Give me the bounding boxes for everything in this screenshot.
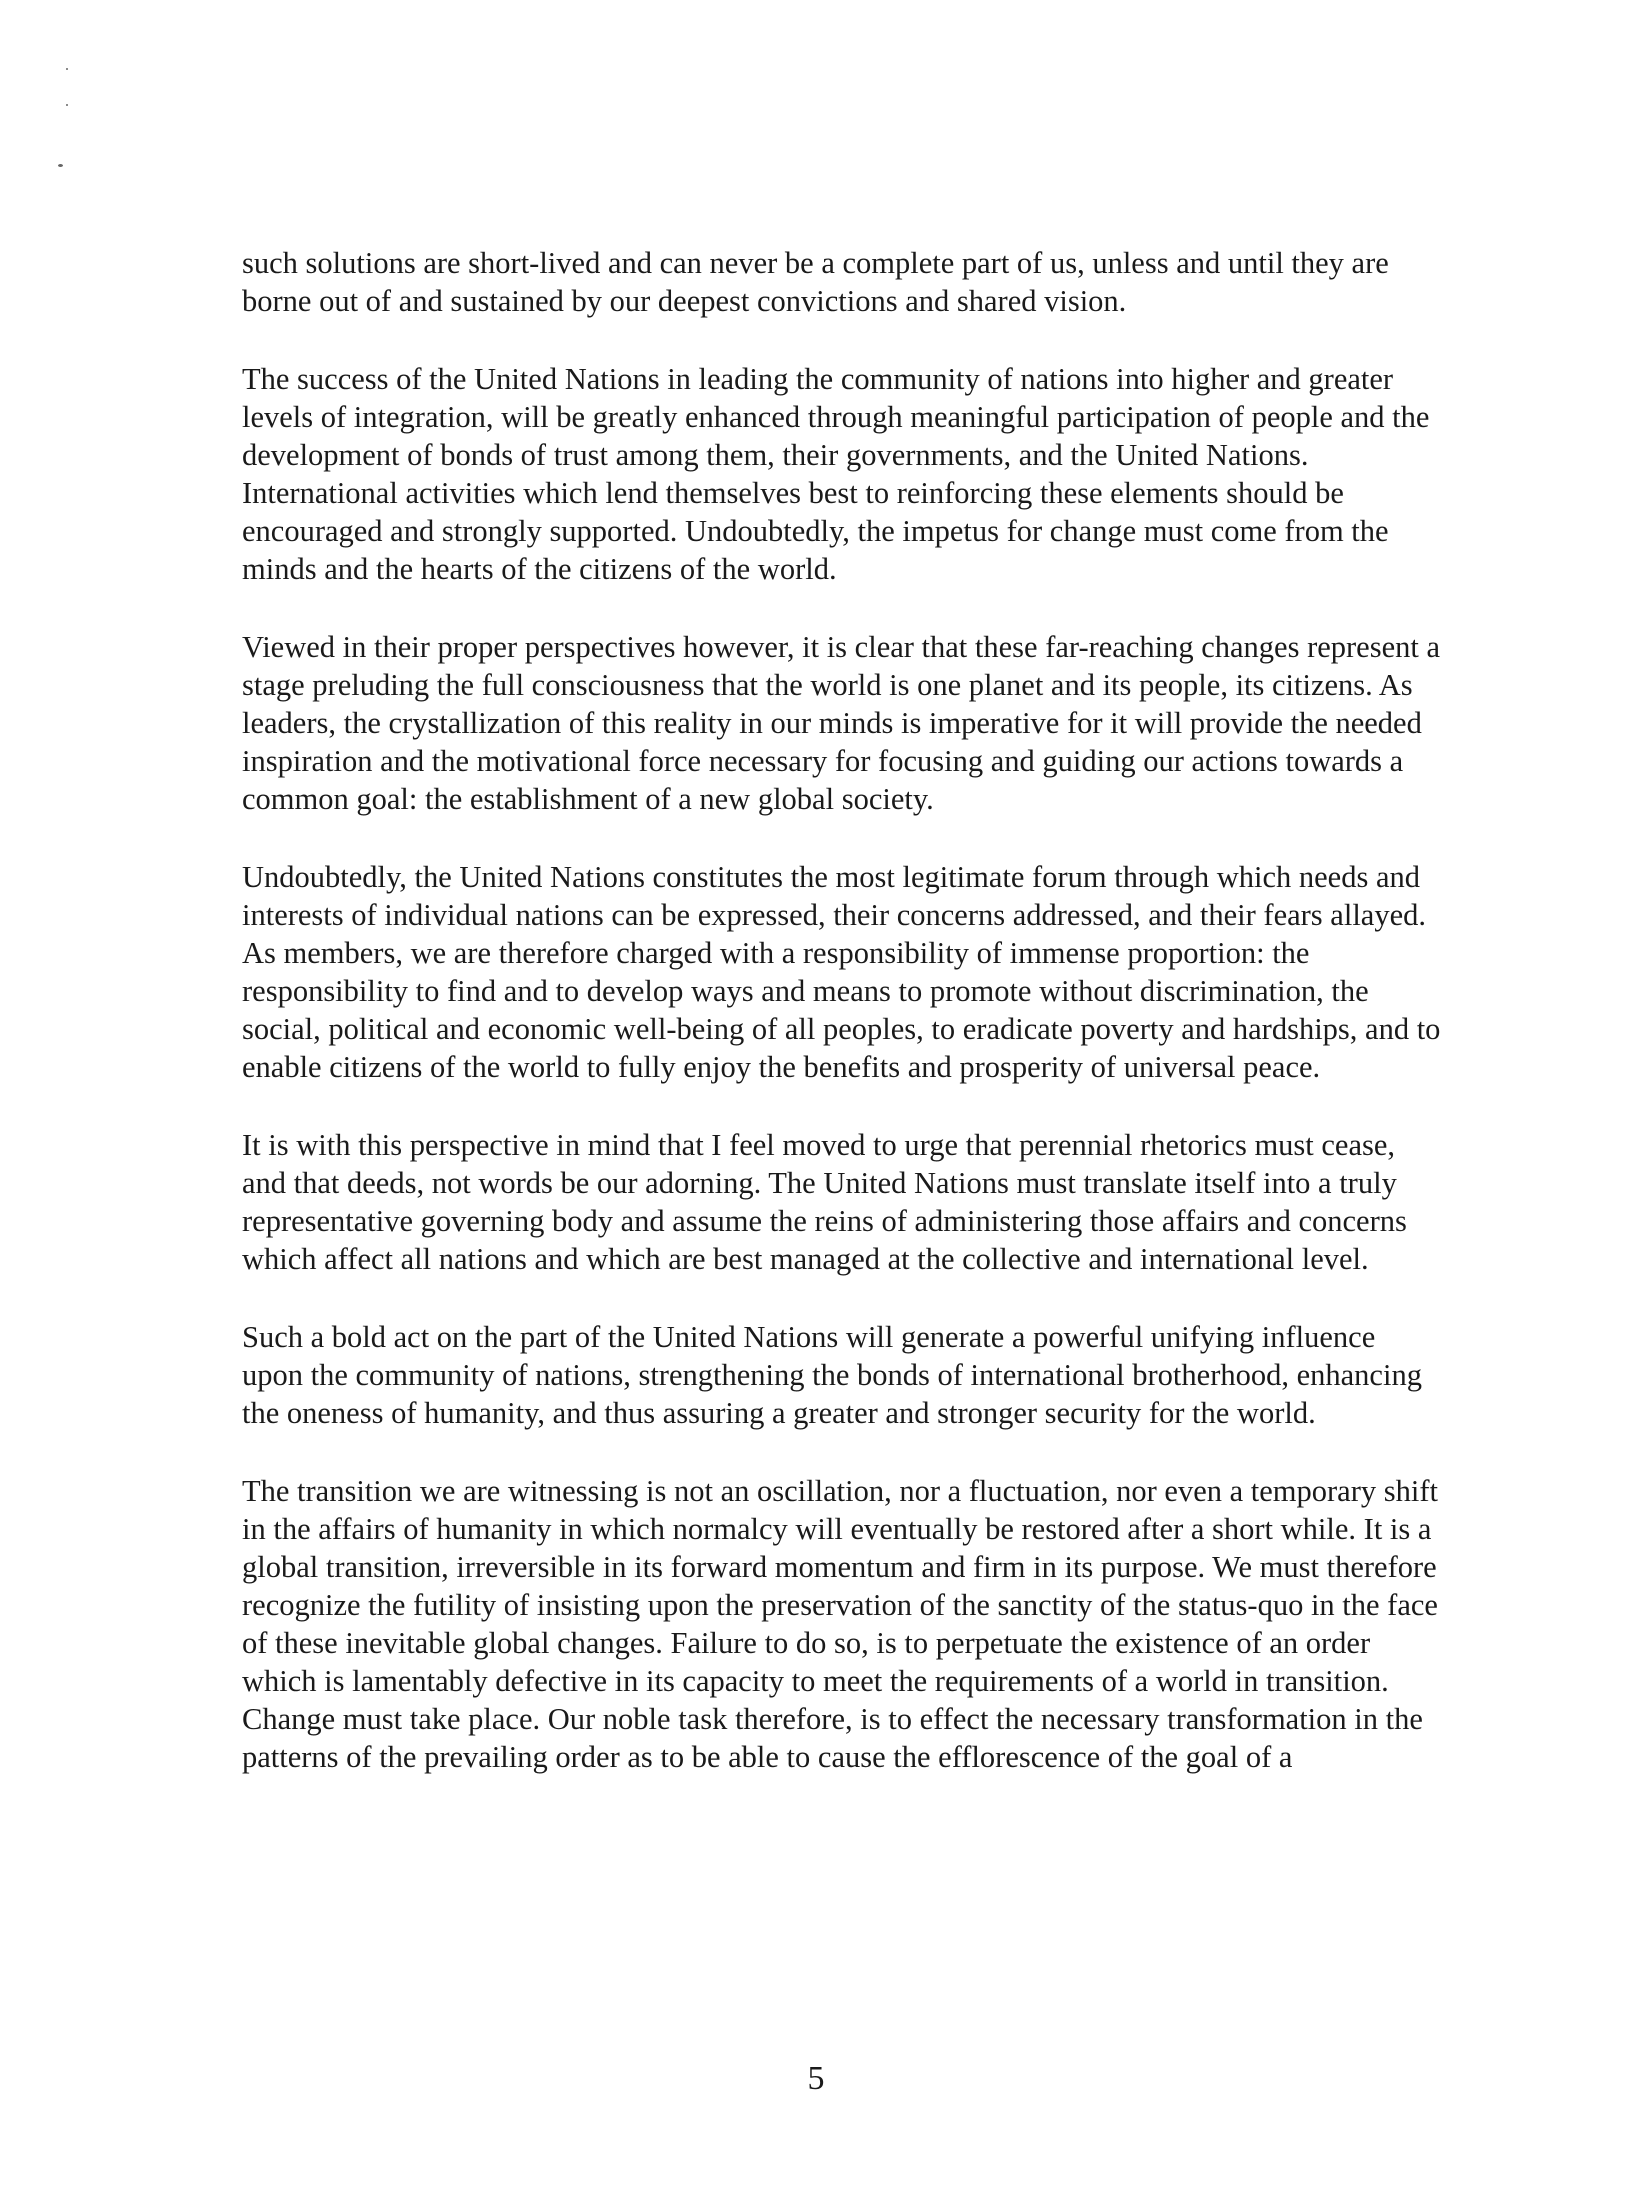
scan-speck [58,164,63,167]
scan-speck [66,68,68,70]
document-body [242,244,1442,1816]
paragraph-7: The transition we are witnessing is not an oscillation, nor a fluctuation, nor even a temporary shift in the affairs of humanity in which normalcy will eventually be restored after a short while. It is a global transition, irreversible in its forward momentum and firm in its purpose. We must therefore recognize the futility of insisting upon the preservation of the sanctity of the status-quo in the face of these inevitable global changes. Failure to do so, is to perpetuate the existence of an order which is lamentably defective in its capacity to meet the requirements of a world in transition. Change must take place. Our noble task therefore, is to effect the necessary transformation in the patterns of the prevailing order as to be able to cause the efflorescence of the goal of a [242,1474,1438,1774]
paragraph-2: The success of the United Nations in leading the community of nations into higher and greater levels of integration, will be greatly enhanced through meaningful participation of people and the development of bonds of trust among them, their governments, and the United Nations. International activities which lend themselves best to reinforcing these elements should be encouraged and strongly supported. Undoubtedly, the impetus for change must come from the minds and the hearts of the citizens of the world. [242,362,1430,586]
page-number: 5 [807,2060,825,2097]
paragraph-1: such solutions are short-lived and can never be a complete part of us, unless and until they are borne out of and sustained by our deepest convictions and shared vision. [242,246,1389,318]
paragraph-6: Such a bold act on the part of the United Nations will generate a powerful unifying influence upon the community of nations, strengthening the bonds of international brotherhood, enhancing the oneness of humanity, and thus assuring a greater and stronger security for the world. [242,1320,1422,1430]
paragraph-3: Viewed in their proper perspectives however, it is clear that these far-reaching changes represent a stage preluding the full consciousness that the world is one planet and its people, its citizens. As leaders, the crystallization of this reality in our minds is imperative for it will provide the needed inspiration and the motivational force necessary for focusing and guiding our actions towards a common goal: the establishment of a new global society. [242,630,1441,816]
paragraph-5: It is with this perspective in mind that I feel moved to urge that perennial rhetorics must cease, and that deeds, not words be our adorning. The United Nations must translate itself into a truly representative governing body and assume the reins of administering those affairs and concerns which affect all nations and which are best managed at the collective and international level. [242,1128,1407,1276]
scan-speck [66,104,68,106]
paragraph-4: Undoubtedly, the United Nations constitutes the most legitimate forum through which needs and interests of individual nations can be expressed, their concerns addressed, and their fears allayed. As members, we are therefore charged with a responsibility of immense proportion: the responsibility to find and to develop ways and means to promote without discrimination, the social, political and economic well-being of all peoples, to eradicate poverty and hardships, and to enable citizens of the world to fully enjoy the benefits and prosperity of universal peace. [242,860,1441,1084]
